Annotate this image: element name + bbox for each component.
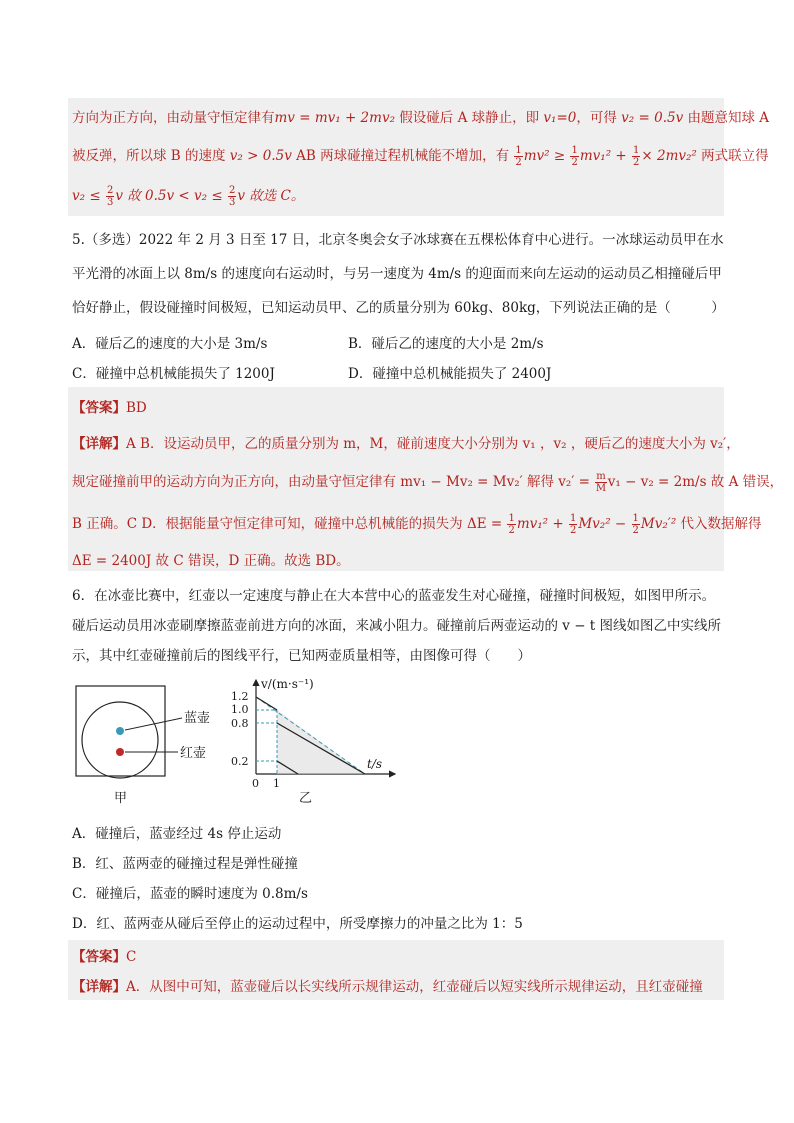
- q6-option-b: B．红、蓝两壶的碰撞过程是弹性碰撞: [72, 856, 298, 872]
- q5-stem-line-1: 5.（多选）2022 年 2 月 3 日至 17 日，北京冬奥会女子冰球赛在五棵松体育中心进行。一冰球运动员甲在水: [72, 232, 724, 248]
- q5-stem-line-3: 恰好静止，假设碰撞时间极短，已知运动员甲、乙的质量分别为 60kg、80kg，下列说法正确的是（ ）: [72, 300, 725, 316]
- answer-line-1: 方向为正方向，由动量守恒定律有mv = mv₁ + 2mv₂ 假设碰后 A 球静止，即 v₁=0，可得 v₂ = 0.5v 由题意知球 A: [72, 110, 770, 126]
- q6-option-d: D．红、蓝两壶从碰后至停止的运动过程中，所受摩擦力的冲量之比为 1：5: [72, 916, 523, 932]
- x-tick-0: 0: [252, 777, 259, 790]
- red-stone-dot: [116, 748, 124, 756]
- y-axis-label: v/(m·s⁻¹): [261, 677, 314, 691]
- answer-line-2: 被反弹，所以球 B 的速度 v₂ > 0.5v AB 两球碰撞过程机械能不增加，有 $\frac{1}{2}$ mv² ≥ $\frac{1}{2}$ mv₁² + $\frac{1}{2}$ × 2mv₂² 两式联立得: [72, 145, 769, 168]
- q5-option-a: A．碰后乙的速度的大小是 3m/s: [72, 336, 268, 352]
- q6-stem-line-3: 示，其中红壶碰撞前后的图线平行，已知两壶质量相等，由图像可得（ ）: [72, 648, 531, 664]
- blue-stone-label: 蓝壶: [184, 711, 211, 726]
- q6-option-c: C．碰撞后，蓝壶的瞬时速度为 0.8m/s: [72, 886, 308, 902]
- q5-detail-line-3: B 正确。C D．根据能量守恒定律可知，碰撞中总机械能的损失为 ΔE = $\frac{1}{2}$ mv₁² + $\frac{1}{2}$ Mv₂² − $\frac{1}{2}$ Mv₂′² 代入数据解得: [72, 513, 762, 536]
- x-axis-label: t/s: [367, 757, 383, 771]
- q5-detail-line-1: 【详解】A B．设运动员甲，乙的质量分别为 m，M，碰前速度大小分别为 v₁ ，v₂ ，硬后乙的速度大小为 v₂′，: [72, 436, 740, 452]
- blue-stone-dot: [116, 727, 124, 735]
- q5-option-b: B．碰后乙的速度的大小是 2m/s: [348, 336, 544, 352]
- q5-answer: 【答案】BD: [72, 400, 147, 416]
- q6-option-a: A．碰撞后，蓝壶经过 4s 停止运动: [72, 826, 282, 842]
- house-circle: [82, 702, 158, 778]
- answer-line-3: v₂ ≤ $\frac{2}{3}$ v 故 0.5v < v₂ ≤ $\frac{2}{3}$ v 故选 C。: [72, 185, 305, 208]
- x-tick-1: 1: [273, 777, 280, 790]
- figure-jia: [70, 680, 250, 810]
- red-stone-label: 红壶: [180, 746, 207, 761]
- q5-option-c: C．碰撞中总机械能损失了 1200J: [72, 366, 275, 382]
- q5-detail-line-4: ΔE = 2400J 故 C 错误，D 正确。故选 BD。: [72, 553, 350, 569]
- y-tick-0.8: 0.8: [231, 717, 249, 730]
- y-tick-1.2: 1.2: [231, 690, 249, 703]
- y-tick-0.2: 0.2: [231, 755, 249, 768]
- q5-stem-line-2: 平光滑的冰面上以 8m/s 的速度向右运动时，与另一速度为 4m/s 的迎面而来向左运动的运动员乙相撞碰后甲: [72, 266, 722, 282]
- figure-yi-vt-graph: [225, 672, 405, 812]
- red-before-collision-line: [256, 697, 277, 710]
- figure-yi-caption: 乙: [299, 791, 313, 806]
- y-tick-1.0: 1.0: [231, 703, 249, 716]
- q6-stem-line-2: 碰后运动员用冰壶刷摩擦蓝壶前进方向的冰面，来减小阻力。碰撞前后两壶运动的 v − t 图线如图乙中实线所: [72, 618, 722, 634]
- q5-detail-line-2: 规定碰撞前甲的运动方向为正方向，由动量守恒定律有 mv₁ − Mv₂ = Mv₂′ 解得 v₂′ = $\frac{m}{M}$ v₁ − v₂ = 2m/s 故 A 错误，: [72, 471, 784, 494]
- q5-option-d: D．碰撞中总机械能损失了 2400J: [348, 366, 552, 382]
- blue-leader-line: [125, 718, 182, 730]
- q6-stem-line-1: 6．在冰壶比赛中，红壶以一定速度与静止在大本营中心的蓝壶发生对心碰撞，碰撞时间极短，如图甲所示。: [72, 588, 716, 604]
- shaded-region: [277, 710, 365, 774]
- q6-answer: 【答案】C: [72, 949, 137, 965]
- figure-jia-caption: 甲: [114, 791, 128, 806]
- q6-detail-line-1: 【详解】A．从图中可知，蓝壶碰后以长实线所示规律运动，红壶碰后以短实线所示规律运动，且红壶碰撞: [72, 979, 703, 995]
